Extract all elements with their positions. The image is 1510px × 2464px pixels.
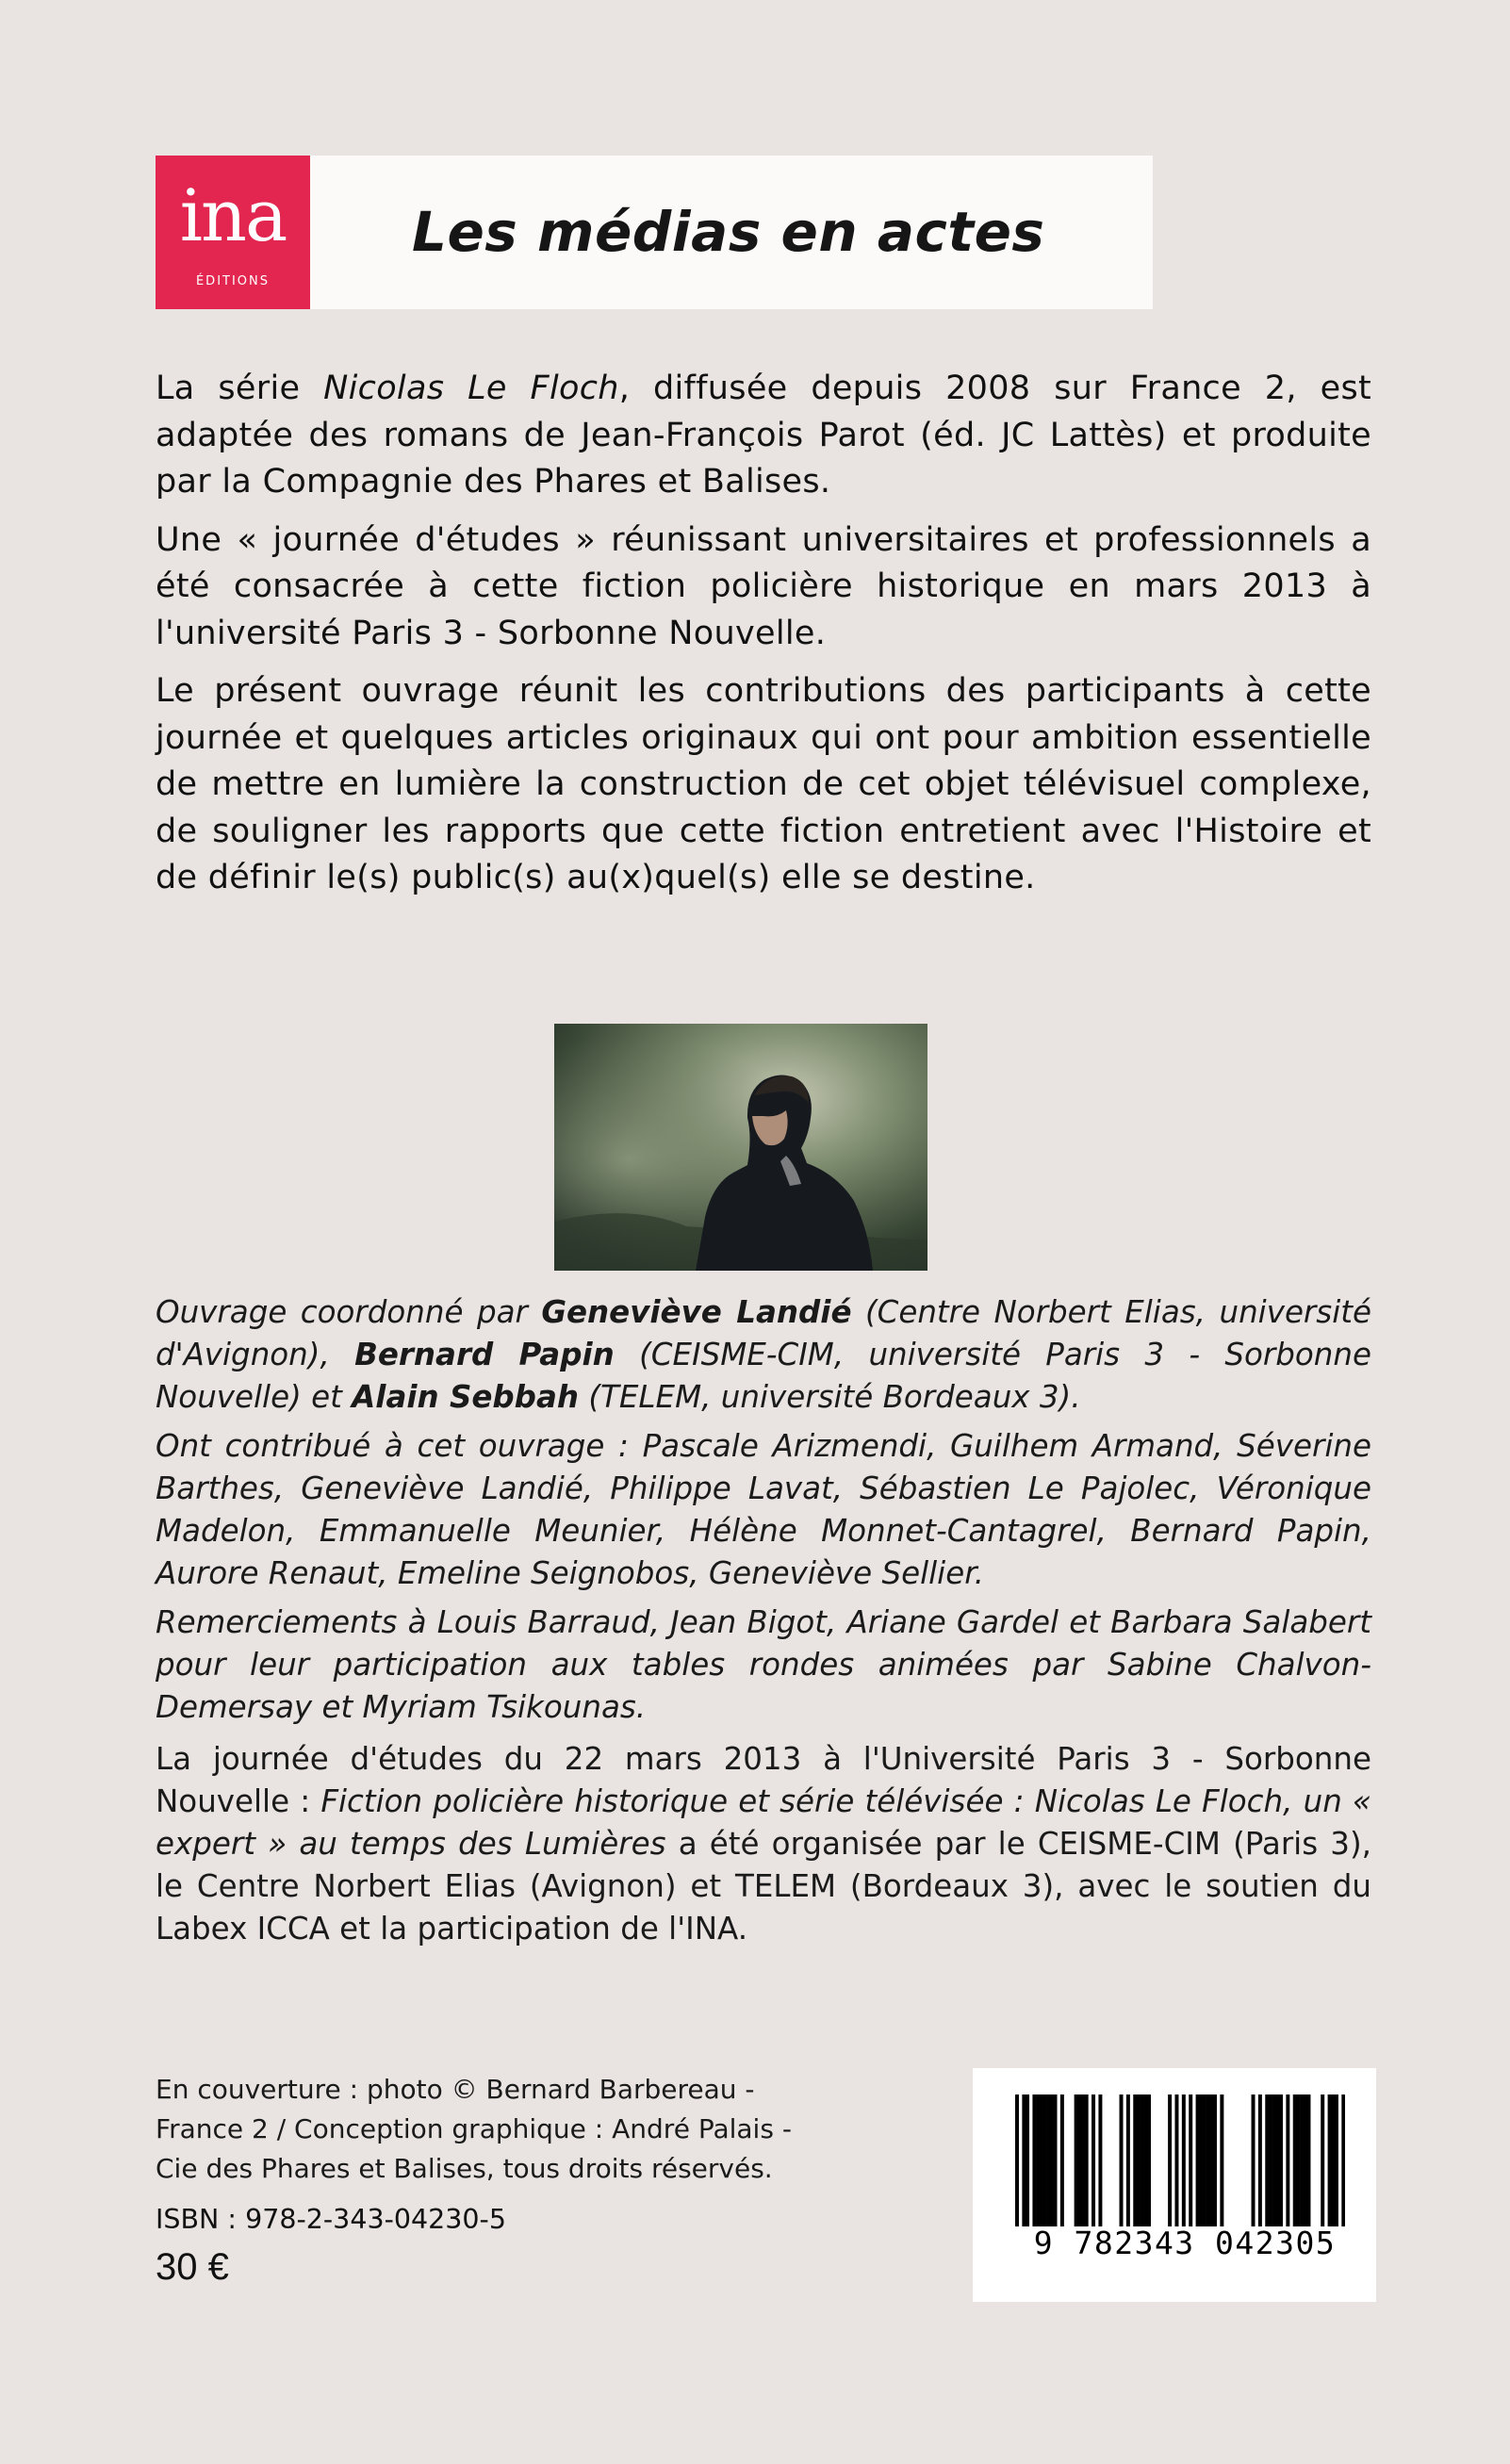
barcode-bar: [1141, 2094, 1144, 2226]
barcode-bar: [1098, 2094, 1102, 2226]
credit-text: Ouvrage coordonné par: [156, 1294, 542, 1330]
barcode-bar: [1286, 2094, 1289, 2226]
barcode-bar: [1046, 2094, 1050, 2226]
blurb-text: , diffusée depuis 2008 sur France 2, est adaptée des romans de Jean-François Parot (éd. JC Lattès) et produite par la Compagnie des Phares et Balises.: [156, 370, 1371, 501]
barcode-bar: [1304, 2094, 1307, 2226]
barcode-bar: [1296, 2094, 1300, 2226]
barcode-bar: [1050, 2094, 1054, 2226]
coordination-credit: [156, 1291, 1371, 1419]
credit-text: (CEISME-CIM, université Paris 3 - Sorbonne Nouvelle) et: [156, 1337, 1371, 1415]
barcode-bar: [1321, 2094, 1324, 2226]
editor-name: Bernard Papin: [354, 1337, 615, 1372]
barcode-bar: [1275, 2094, 1279, 2226]
credit-text: La journée d'études du 22 mars 2013 à l'Université Paris 3 - Sorbonne Nouvelle :: [156, 1741, 1371, 1819]
barcode-bar: [1328, 2094, 1332, 2226]
barcode-bar: [1085, 2094, 1089, 2226]
barcode-bar: [1168, 2094, 1172, 2226]
cover-credit-line: France 2 / Conception graphique : André Palais -: [156, 2113, 792, 2144]
blurb-paragraph-2: Une « journée d'études » réunissant universitaires et professionnels a été consacrée à cette fiction policière historique en mars 2013 à l'université Paris 3 - Sorbonne Nouvelle.: [156, 520, 1371, 652]
cover-photo: [554, 1024, 927, 1271]
barcode-bar: [1265, 2094, 1269, 2226]
barcode-bar: [1075, 2094, 1078, 2226]
credit-text: (Centre Norbert Elias, université d'Avignon),: [156, 1294, 1371, 1372]
barcode-bar: [1279, 2094, 1283, 2226]
barcode-bar: [1199, 2094, 1203, 2226]
barcode-bar: [1137, 2094, 1141, 2226]
barcode-bar: [1252, 2094, 1256, 2226]
barcode-bar: [1126, 2094, 1130, 2226]
blurb: [156, 366, 1371, 913]
barcode-bar: [1040, 2094, 1043, 2226]
barcode-bar: [1042, 2094, 1046, 2226]
cover-photo-figure: [554, 1024, 927, 1271]
credit-text: (TELEM, université Bordeaux 3).: [579, 1379, 1081, 1415]
barcode-bar: [1015, 2094, 1019, 2226]
footer-info: [156, 2070, 815, 2291]
barcode-bar: [1022, 2094, 1026, 2226]
isbn: ISBN : 978-2-343-04230-5: [156, 2204, 506, 2235]
barcode-bar: [1120, 2094, 1124, 2226]
isbn-barcode: [1015, 2094, 1345, 2226]
editor-name: Geneviève Landié: [541, 1294, 852, 1330]
barcode-bar: [1147, 2094, 1151, 2226]
barcode-bar: [1182, 2094, 1186, 2226]
thanks-credit: Remerciements à Louis Barraud, Jean Bigot, Ariane Gardel et Barbara Salabert pour leur participation aux tables rondes animées par Sabine Chalvon-Demersay et Myriam Tsikounas.: [156, 1604, 1371, 1725]
barcode-bar: [1026, 2094, 1029, 2226]
barcode-bar: [1196, 2094, 1200, 2226]
barcode-bar: [1091, 2094, 1095, 2226]
ina-editions-logo: [156, 156, 310, 309]
barcode-bar: [1335, 2094, 1338, 2226]
barcode-digits: 9 782343 042305: [1033, 2225, 1337, 2261]
credit-text: a été organisée par le CEISME-CIM (Paris 3), le Centre Norbert Elias (Avignon) et TELEM (Bordeaux 3), avec le soutien du Labex ICCA et la participation de l'INA.: [156, 1826, 1371, 1947]
barcode-bar: [1081, 2094, 1085, 2226]
barcode-bar: [1293, 2094, 1297, 2226]
barcode-bar: [1220, 2094, 1223, 2226]
barcode-bar: [1258, 2094, 1262, 2226]
barcode-bar: [1032, 2094, 1036, 2226]
blurb-text: La série: [156, 370, 324, 407]
study-day-credit: [156, 1738, 1371, 1950]
series-header: [156, 156, 1153, 309]
barcode-bar: [1213, 2094, 1217, 2226]
study-day-title: Fiction policière historique et série télévisée : Nicolas Le Floch, un « expert » au temps des Lumières: [156, 1783, 1371, 1862]
barcode-bar: [1341, 2094, 1345, 2226]
barcode-bar: [1209, 2094, 1213, 2226]
cover-credit-line: Cie des Phares et Balises, tous droits réservés.: [156, 2153, 773, 2184]
barcode-bar: [1269, 2094, 1272, 2226]
barcode-bar: [1331, 2094, 1335, 2226]
barcode-bar: [1203, 2094, 1206, 2226]
barcode-bar: [1206, 2094, 1210, 2226]
barcode-bar: [1143, 2094, 1147, 2226]
series-title: Les médias en actes: [412, 200, 1045, 264]
editor-name: Alain Sebbah: [352, 1379, 580, 1415]
logo-subtitle: ÉDITIONS: [195, 274, 271, 288]
barcode-bar: [1189, 2094, 1192, 2226]
blurb-paragraph-1: [156, 366, 1371, 506]
logo-wordmark: ina: [179, 173, 287, 257]
blurb-paragraph-3: Le présent ouvrage réunit les contributions des participants à cette journée et quelques articles originaux qui ont pour ambition essentielle de mettre en lumière la construction de cet objet télévisuel complexe, de souligner les rapports que cette fiction entretient avec l'Histoire et de définir le(s) public(s) au(x)quel(s) elle se destine.: [156, 672, 1371, 896]
barcode-bar: [1300, 2094, 1304, 2226]
barcode-bar: [1060, 2094, 1064, 2226]
contributors-credit: Ont contribué à cet ouvrage : Pascale Arizmendi, Guilhem Armand, Séverine Barthes, Geneviève Landié, Philippe Lavat, Sébastien Le Pajolec, Véronique Madelon, Emmanuelle Meunier, Hélène Monnet-Cantagrel, Bernard Papin, Aurore Renaut, Emeline Seignobos, Geneviève Sellier.: [156, 1428, 1371, 1591]
credits: [156, 1291, 1371, 1957]
barcode-bar: [1077, 2094, 1081, 2226]
barcode-bar: [1133, 2094, 1137, 2226]
barcode-panel: [973, 2068, 1376, 2302]
cover-credit-line: En couverture : photo © Bernard Barbereau -: [156, 2074, 755, 2105]
barcode-bar: [1054, 2094, 1058, 2226]
barcode-bar: [1174, 2094, 1178, 2226]
series-name: Nicolas Le Floch: [323, 370, 619, 407]
barcode-bar: [1306, 2094, 1310, 2226]
barcode-bar: [1272, 2094, 1276, 2226]
barcode-bar: [1036, 2094, 1040, 2226]
price: 30 €: [156, 2246, 229, 2288]
